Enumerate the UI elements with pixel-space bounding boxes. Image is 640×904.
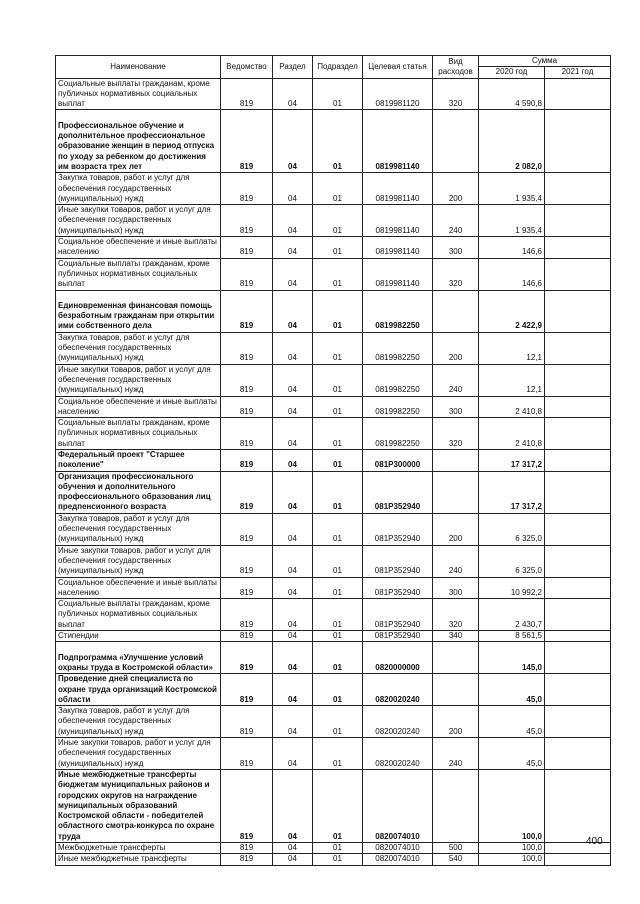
cell-expense-type: 200: [433, 332, 479, 364]
cell-department: 819: [221, 599, 273, 631]
cell-amount-2020: 45,0: [479, 674, 545, 706]
cell-amount-2021: [545, 237, 611, 259]
cell-amount-2020: 12,1: [479, 364, 545, 396]
cell-department: 819: [221, 854, 273, 865]
cell-amount-2021: [545, 854, 611, 865]
cell-department: 819: [221, 545, 273, 577]
cell-subsection: 01: [313, 364, 363, 396]
table-row: [56, 854, 611, 865]
table-row: [56, 545, 611, 577]
cell-name: Закупка товаров, работ и услуг для обеспечения государственных (муниципальных) нужд: [56, 173, 221, 205]
cell-target-article: 0819982250: [363, 396, 433, 418]
col-header-expense-type: Вид расходов: [433, 56, 479, 79]
cell-amount-2021: [545, 674, 611, 706]
table-row: [56, 237, 611, 259]
cell-amount-2020: 17 317,2: [479, 471, 545, 513]
cell-subsection: 01: [313, 418, 363, 450]
cell-section: 04: [273, 577, 313, 599]
cell-target-article: 081P352940: [363, 631, 433, 642]
col-header-target-article: Целевая статья: [363, 56, 433, 79]
cell-expense-type: 320: [433, 418, 479, 450]
cell-expense-type: 240: [433, 205, 479, 237]
cell-target-article: 0820020240: [363, 738, 433, 770]
table-header: [56, 56, 611, 79]
cell-amount-2021: [545, 450, 611, 472]
table-row: [56, 332, 611, 364]
cell-amount-2021: [545, 577, 611, 599]
table-row: [56, 513, 611, 545]
cell-target-article: 081P352940: [363, 471, 433, 513]
cell-amount-2020: 8 561,5: [479, 631, 545, 642]
cell-expense-type: 300: [433, 237, 479, 259]
cell-expense-type: [433, 769, 479, 842]
cell-amount-2021: [545, 173, 611, 205]
cell-subsection: 01: [313, 674, 363, 706]
cell-amount-2021: [545, 205, 611, 237]
cell-expense-type: 240: [433, 738, 479, 770]
cell-expense-type: 240: [433, 364, 479, 396]
cell-section: 04: [273, 471, 313, 513]
cell-target-article: 0819981120: [363, 78, 433, 110]
cell-target-article: 0819982250: [363, 290, 433, 332]
cell-name: Стипендии: [56, 631, 221, 642]
cell-amount-2020: 100,0: [479, 769, 545, 842]
cell-section: 04: [273, 631, 313, 642]
table-row: [56, 450, 611, 472]
cell-amount-2021: [545, 258, 611, 290]
table-row: [56, 396, 611, 418]
cell-amount-2021: [545, 769, 611, 842]
cell-amount-2021: [545, 642, 611, 674]
cell-target-article: 0820074010: [363, 843, 433, 854]
cell-amount-2020: 100,0: [479, 843, 545, 854]
cell-name: Социальное обеспечение и иные выплаты населению: [56, 577, 221, 599]
cell-expense-type: [433, 642, 479, 674]
cell-amount-2020: 17 317,2: [479, 450, 545, 472]
cell-section: 04: [273, 599, 313, 631]
cell-name: Проведение дней специалиста по охране труда организаций Костромской области: [56, 674, 221, 706]
cell-name: Социальное обеспечение и иные выплаты населению: [56, 396, 221, 418]
cell-target-article: 0819982250: [363, 332, 433, 364]
col-header-year-2021: 2021 год: [545, 67, 611, 78]
cell-section: 04: [273, 738, 313, 770]
cell-amount-2020: 6 325,0: [479, 513, 545, 545]
cell-subsection: 01: [313, 237, 363, 259]
cell-department: 819: [221, 642, 273, 674]
cell-name: Единовременная финансовая помощь безработным гражданам при открытии ими собственного дела: [56, 290, 221, 332]
cell-expense-type: 240: [433, 545, 479, 577]
cell-expense-type: 500: [433, 843, 479, 854]
col-header-department: Ведомство: [221, 56, 273, 79]
table-row: [56, 110, 611, 173]
cell-target-article: 0820074010: [363, 854, 433, 865]
cell-expense-type: [433, 674, 479, 706]
cell-target-article: 081P300000: [363, 450, 433, 472]
cell-target-article: 0820020240: [363, 674, 433, 706]
cell-amount-2021: [545, 364, 611, 396]
cell-name: Социальные выплаты гражданам, кроме публичных нормативных социальных выплат: [56, 418, 221, 450]
cell-amount-2020: 1 935,4: [479, 205, 545, 237]
budget-table: [55, 55, 611, 866]
cell-amount-2021: [545, 471, 611, 513]
cell-subsection: 01: [313, 738, 363, 770]
cell-name: Межбюджетные трансферты: [56, 843, 221, 854]
cell-name: Иные закупки товаров, работ и услуг для обеспечения государственных (муниципальных) нужд: [56, 205, 221, 237]
cell-department: 819: [221, 205, 273, 237]
cell-section: 04: [273, 642, 313, 674]
cell-section: 04: [273, 545, 313, 577]
col-header-sum: Сумма: [479, 56, 611, 67]
cell-amount-2021: [545, 110, 611, 173]
cell-department: 819: [221, 706, 273, 738]
cell-expense-type: 200: [433, 173, 479, 205]
table-row: [56, 173, 611, 205]
cell-subsection: 01: [313, 769, 363, 842]
cell-section: 04: [273, 78, 313, 110]
cell-subsection: 01: [313, 290, 363, 332]
table-row: [56, 290, 611, 332]
cell-amount-2020: 145,0: [479, 642, 545, 674]
cell-department: 819: [221, 450, 273, 472]
cell-subsection: 01: [313, 450, 363, 472]
cell-expense-type: [433, 450, 479, 472]
cell-section: 04: [273, 513, 313, 545]
cell-name: Иные межбюджетные трансферты: [56, 854, 221, 865]
cell-department: 819: [221, 110, 273, 173]
cell-department: 819: [221, 513, 273, 545]
page-number: 400: [586, 836, 603, 847]
cell-department: 819: [221, 332, 273, 364]
cell-section: 04: [273, 854, 313, 865]
cell-expense-type: [433, 110, 479, 173]
cell-target-article: 0819981140: [363, 110, 433, 173]
cell-department: 819: [221, 738, 273, 770]
cell-section: 04: [273, 332, 313, 364]
cell-target-article: 0819982250: [363, 364, 433, 396]
cell-amount-2020: 100,0: [479, 854, 545, 865]
cell-amount-2020: 2 430,7: [479, 599, 545, 631]
cell-expense-type: 300: [433, 396, 479, 418]
cell-subsection: 01: [313, 854, 363, 865]
table-row: [56, 364, 611, 396]
cell-amount-2020: 4 590,8: [479, 78, 545, 110]
cell-section: 04: [273, 396, 313, 418]
cell-expense-type: [433, 290, 479, 332]
cell-target-article: 0819981140: [363, 173, 433, 205]
cell-amount-2020: 45,0: [479, 738, 545, 770]
cell-name: Социальные выплаты гражданам, кроме публичных нормативных социальных выплат: [56, 78, 221, 110]
cell-name: Иные межбюджетные трансферты бюджетам муниципальных районов и городских округов на награждение муниципальных образований Костромской области - победителей областного смотра-конкурса по охране труда: [56, 769, 221, 842]
col-header-name: Наименование: [56, 56, 221, 79]
cell-target-article: 0819982250: [363, 418, 433, 450]
cell-section: 04: [273, 173, 313, 205]
cell-name: Подпрограмма «Улучшение условий охраны труда в Костромской области»: [56, 642, 221, 674]
cell-department: 819: [221, 173, 273, 205]
cell-department: 819: [221, 364, 273, 396]
cell-amount-2020: 2 422,9: [479, 290, 545, 332]
cell-section: 04: [273, 674, 313, 706]
cell-name: Закупка товаров, работ и услуг для обеспечения государственных (муниципальных) нужд: [56, 513, 221, 545]
cell-department: 819: [221, 237, 273, 259]
cell-amount-2021: [545, 513, 611, 545]
table-row: [56, 843, 611, 854]
cell-subsection: 01: [313, 706, 363, 738]
cell-section: 04: [273, 110, 313, 173]
cell-expense-type: [433, 471, 479, 513]
table-row: [56, 706, 611, 738]
cell-amount-2021: [545, 599, 611, 631]
cell-name: Закупка товаров, работ и услуг для обеспечения государственных (муниципальных) нужд: [56, 332, 221, 364]
col-header-section: Раздел: [273, 56, 313, 79]
cell-subsection: 01: [313, 631, 363, 642]
cell-department: 819: [221, 577, 273, 599]
cell-subsection: 01: [313, 205, 363, 237]
cell-amount-2021: [545, 78, 611, 110]
cell-amount-2021: [545, 332, 611, 364]
cell-amount-2020: 146,6: [479, 258, 545, 290]
table-row: [56, 642, 611, 674]
cell-expense-type: 320: [433, 78, 479, 110]
cell-section: 04: [273, 706, 313, 738]
cell-subsection: 01: [313, 332, 363, 364]
cell-subsection: 01: [313, 599, 363, 631]
cell-name: Закупка товаров, работ и услуг для обеспечения государственных (муниципальных) нужд: [56, 706, 221, 738]
cell-expense-type: 320: [433, 258, 479, 290]
cell-department: 819: [221, 418, 273, 450]
table-row: [56, 471, 611, 513]
cell-section: 04: [273, 769, 313, 842]
cell-expense-type: 200: [433, 513, 479, 545]
cell-target-article: 081P352940: [363, 545, 433, 577]
col-header-subsection: Подраздел: [313, 56, 363, 79]
table-row: [56, 258, 611, 290]
cell-expense-type: 340: [433, 631, 479, 642]
cell-amount-2021: [545, 738, 611, 770]
cell-section: 04: [273, 450, 313, 472]
cell-amount-2020: 2 410,8: [479, 396, 545, 418]
cell-subsection: 01: [313, 173, 363, 205]
cell-department: 819: [221, 631, 273, 642]
cell-target-article: 081P352940: [363, 513, 433, 545]
cell-department: 819: [221, 258, 273, 290]
table-row: [56, 769, 611, 842]
cell-target-article: 081P352940: [363, 599, 433, 631]
cell-amount-2020: 2 410,8: [479, 418, 545, 450]
cell-section: 04: [273, 843, 313, 854]
cell-department: 819: [221, 78, 273, 110]
cell-target-article: 081P352940: [363, 577, 433, 599]
cell-subsection: 01: [313, 843, 363, 854]
cell-section: 04: [273, 205, 313, 237]
cell-name: Федеральный проект "Старшее поколение": [56, 450, 221, 472]
cell-subsection: 01: [313, 396, 363, 418]
cell-amount-2020: 1 935,4: [479, 173, 545, 205]
table-row: [56, 631, 611, 642]
cell-target-article: 0819981140: [363, 205, 433, 237]
cell-section: 04: [273, 290, 313, 332]
cell-name: Профессиональное обучение и дополнительное профессиональное образование женщин в период отпуска по уходу за ребенком до достижения им возраста трех лет: [56, 110, 221, 173]
cell-target-article: 0819981140: [363, 258, 433, 290]
cell-department: 819: [221, 471, 273, 513]
cell-expense-type: 300: [433, 577, 479, 599]
cell-subsection: 01: [313, 258, 363, 290]
cell-amount-2020: 2 082,0: [479, 110, 545, 173]
cell-name: Социальное обеспечение и иные выплаты населению: [56, 237, 221, 259]
cell-amount-2020: 146,6: [479, 237, 545, 259]
cell-section: 04: [273, 258, 313, 290]
cell-subsection: 01: [313, 577, 363, 599]
table-row: [56, 577, 611, 599]
table-row: [56, 418, 611, 450]
cell-subsection: 01: [313, 471, 363, 513]
cell-expense-type: 200: [433, 706, 479, 738]
cell-target-article: 0820000000: [363, 642, 433, 674]
cell-subsection: 01: [313, 545, 363, 577]
cell-subsection: 01: [313, 513, 363, 545]
cell-amount-2020: 12,1: [479, 332, 545, 364]
cell-department: 819: [221, 290, 273, 332]
cell-amount-2020: 10 992,2: [479, 577, 545, 599]
cell-name: Иные закупки товаров, работ и услуг для обеспечения государственных (муниципальных) нужд: [56, 545, 221, 577]
cell-amount-2021: [545, 706, 611, 738]
cell-subsection: 01: [313, 642, 363, 674]
cell-name: Организация профессионального обучения и дополнительного профессионального образования лиц предпенсионного возраста: [56, 471, 221, 513]
cell-amount-2021: [545, 631, 611, 642]
table-row: [56, 599, 611, 631]
cell-name: Социальные выплаты гражданам, кроме публичных нормативных социальных выплат: [56, 258, 221, 290]
cell-amount-2020: 45,0: [479, 706, 545, 738]
cell-name: Социальные выплаты гражданам, кроме публичных нормативных социальных выплат: [56, 599, 221, 631]
table-row: [56, 674, 611, 706]
cell-amount-2021: [545, 396, 611, 418]
cell-department: 819: [221, 843, 273, 854]
table-row: [56, 205, 611, 237]
table-row: [56, 738, 611, 770]
table-body: [56, 78, 611, 865]
cell-name: Иные закупки товаров, работ и услуг для обеспечения государственных (муниципальных) нужд: [56, 364, 221, 396]
cell-section: 04: [273, 364, 313, 396]
cell-name: Иные закупки товаров, работ и услуг для обеспечения государственных (муниципальных) нужд: [56, 738, 221, 770]
cell-target-article: 0820074010: [363, 769, 433, 842]
cell-amount-2021: [545, 545, 611, 577]
cell-expense-type: 320: [433, 599, 479, 631]
cell-department: 819: [221, 769, 273, 842]
cell-department: 819: [221, 674, 273, 706]
cell-amount-2020: 6 325,0: [479, 545, 545, 577]
cell-department: 819: [221, 396, 273, 418]
cell-amount-2021: [545, 418, 611, 450]
col-header-year-2020: 2020 год: [479, 67, 545, 78]
table-row: [56, 78, 611, 110]
cell-subsection: 01: [313, 78, 363, 110]
cell-expense-type: 540: [433, 854, 479, 865]
cell-subsection: 01: [313, 110, 363, 173]
cell-target-article: 0820020240: [363, 706, 433, 738]
cell-amount-2021: [545, 290, 611, 332]
cell-section: 04: [273, 418, 313, 450]
cell-target-article: 0819981140: [363, 237, 433, 259]
cell-section: 04: [273, 237, 313, 259]
